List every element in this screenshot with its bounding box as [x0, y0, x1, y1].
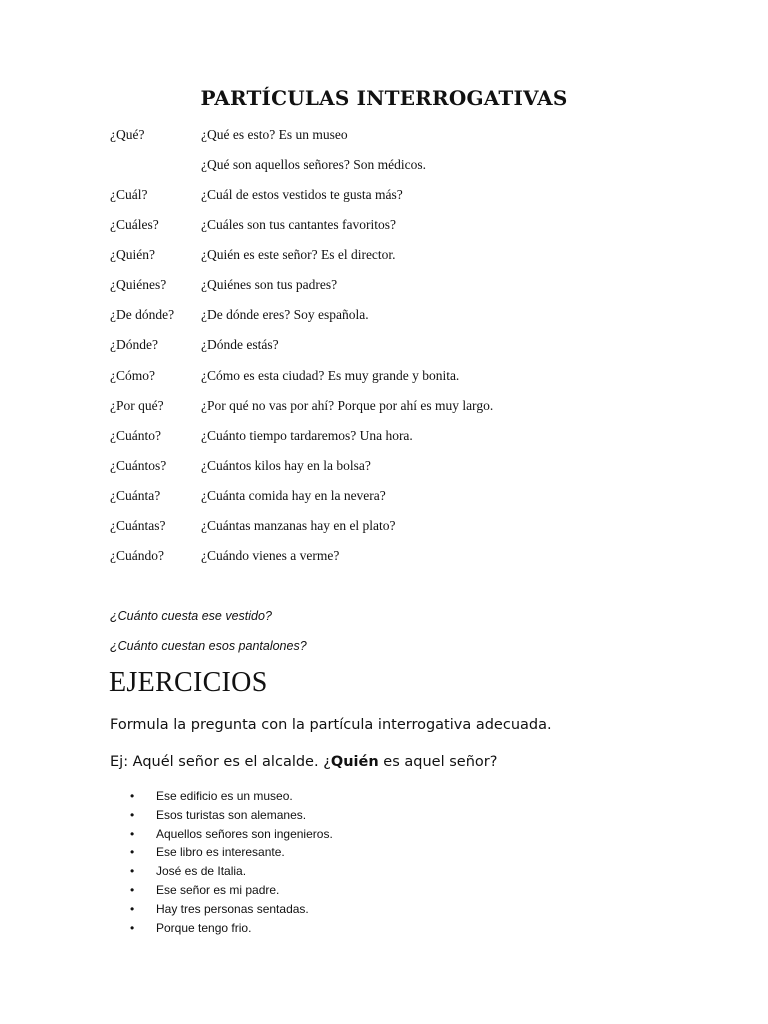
question-word: ¿Cuánto? [110, 428, 161, 443]
question-row [110, 247, 730, 267]
question-example: ¿Cuántos kilos hay en la bolsa? [201, 458, 371, 473]
bullet-icon: • [130, 882, 135, 897]
question-row [110, 277, 730, 297]
question-word: ¿Cómo? [110, 368, 155, 383]
question-word: ¿De dónde? [110, 307, 175, 322]
list-item-text: Ese edificio es un museo. [156, 789, 293, 803]
question-word: ¿Cuánta? [110, 488, 161, 503]
question-example: ¿Cuáles son tus cantantes favoritos? [201, 217, 396, 232]
list-item [130, 845, 333, 864]
question-word: ¿Cuáles? [110, 217, 159, 232]
bullet-icon: • [130, 789, 135, 803]
bullet-icon: • [130, 920, 135, 935]
list-item [130, 902, 333, 921]
question-example: ¿Por qué no vas por ahí? Porque por ahí es muy largo. [201, 398, 494, 413]
bullet-icon: • [130, 845, 135, 860]
bullet-icon: • [130, 807, 135, 822]
exercise-instruction: Formula la pregunta con la partícula interrogativa adecuada. [110, 717, 552, 733]
exercise-list [130, 789, 333, 939]
question-example: ¿De dónde eres? Soy española. [201, 307, 369, 322]
list-item-text: Ese libro es interesante. [156, 845, 285, 860]
example-suffix: es aquel señor? [378, 754, 498, 770]
question-example: ¿Cuánto tiempo tardaremos? Una hora. [201, 428, 413, 443]
example-prefix: Ej: Aquél señor es el alcalde. ¿ [110, 754, 331, 770]
question-row [110, 368, 730, 388]
question-word: ¿Cuántas? [110, 518, 166, 533]
question-row [110, 458, 730, 478]
list-item [130, 789, 333, 808]
list-item [130, 808, 333, 827]
question-example: ¿Dónde estás? [201, 337, 279, 352]
question-word: ¿Cuándo? [110, 548, 164, 563]
list-item-text: Hay tres personas sentadas. [156, 901, 309, 916]
question-row [110, 337, 730, 357]
list-item [130, 827, 333, 846]
question-example: ¿Cuál de estos vestidos te gusta más? [201, 187, 403, 202]
exercise-example [110, 754, 497, 770]
list-item-text: Aquellos señores son ingenieros. [156, 826, 333, 841]
question-word: ¿Por qué? [110, 398, 164, 413]
question-row [110, 157, 730, 177]
question-example: ¿Qué son aquellos señores? Son médicos. [201, 157, 426, 172]
question-example: ¿Quiénes son tus padres? [201, 277, 338, 292]
italic-example: ¿Cuánto cuesta ese vestido? [110, 609, 272, 623]
question-row [110, 398, 730, 418]
question-row [110, 307, 730, 327]
question-row [110, 548, 730, 568]
italic-example: ¿Cuánto cuestan esos pantalones? [110, 639, 307, 653]
list-item-text: Ese señor es mi padre. [156, 882, 280, 897]
question-row [110, 428, 730, 448]
example-answer: Quién [330, 754, 379, 770]
question-word: ¿Dónde? [110, 337, 158, 352]
list-item [130, 864, 333, 883]
question-example: ¿Cuándo vienes a verme? [201, 548, 340, 563]
question-word: ¿Quién? [110, 247, 155, 262]
list-item-text: Porque tengo frio. [156, 920, 252, 935]
question-example: ¿Qué es esto? Es un museo [201, 127, 348, 142]
bullet-icon: • [130, 864, 135, 879]
list-item [130, 921, 333, 940]
question-word: ¿Cuál? [110, 187, 148, 202]
question-row [110, 187, 730, 207]
list-item-text: Esos turistas son alemanes. [156, 807, 307, 822]
bullet-icon: • [130, 826, 135, 841]
page-title: PARTÍCULAS INTERROGATIVAS [200, 86, 568, 110]
question-example: ¿Quién es este señor? Es el director. [201, 247, 396, 262]
question-example: ¿Cuántas manzanas hay en el plato? [201, 518, 396, 533]
question-example: ¿Cómo es esta ciudad? Es muy grande y bonita. [201, 368, 460, 383]
question-row [110, 217, 730, 237]
question-row [110, 518, 730, 538]
list-item [130, 883, 333, 902]
question-row [110, 488, 730, 508]
bullet-icon: • [130, 901, 135, 916]
question-word: ¿Qué? [110, 127, 145, 142]
exercises-heading: EJERCICIOS [109, 667, 268, 698]
list-item-text: José es de Italia. [156, 864, 247, 879]
question-example: ¿Cuánta comida hay en la nevera? [201, 488, 386, 503]
question-word: ¿Quiénes? [110, 277, 167, 292]
question-row [110, 127, 730, 147]
question-word: ¿Cuántos? [110, 458, 167, 473]
